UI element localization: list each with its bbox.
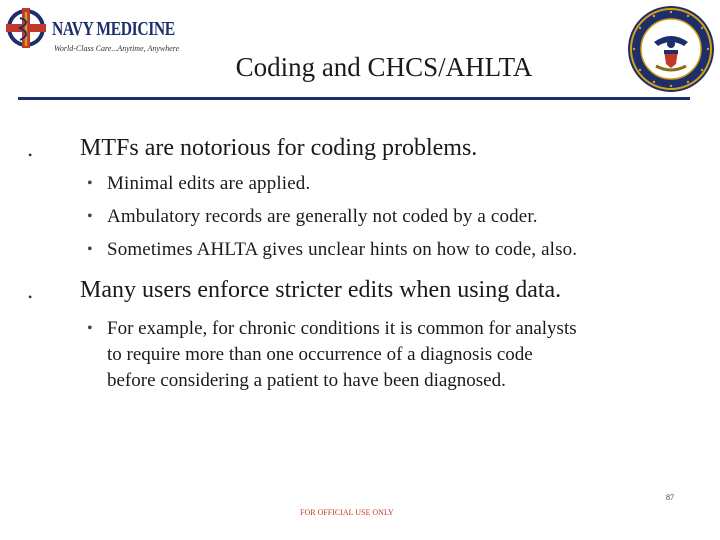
bullet-1-sub-3: Sometimes AHLTA gives unclear hints on how to code, also. [107, 239, 578, 260]
slide-title: Coding and CHCS/AHLTA [235, 52, 533, 82]
navy-medicine-logo [4, 6, 180, 54]
sub-bullet-marker: • [87, 241, 93, 258]
bullet-2-text: Many users enforce stricter edits when using data. [80, 277, 562, 303]
official-use-label: FOR OFFICIAL USE ONLY [300, 508, 394, 517]
bullet-1-text: MTFs are notorious for coding problems. [80, 135, 478, 161]
caduceus-emblem-icon [4, 6, 54, 54]
sub-bullet-marker: • [87, 175, 93, 192]
title-divider [18, 97, 690, 100]
sub-bullet-marker: • [87, 320, 93, 337]
bullet-marker: • [28, 148, 33, 162]
logo-text: NAVY MEDICINE [52, 18, 175, 40]
bullet-1-sub-2: Ambulatory records are generally not coded by a coder. [107, 206, 538, 227]
sub-bullet-marker: • [87, 208, 93, 225]
logo-tagline: World-Class Care...Anytime, Anywhere [54, 44, 180, 53]
bullet-1-sub-1: Minimal edits are applied. [107, 173, 311, 194]
bullet-2-sub-1: For example, for chronic conditions it is common for analysts to require more than one occurrence of a diagnosis code before considering a patient to have been diagnosed. [107, 318, 577, 391]
bullet-marker: • [28, 290, 33, 304]
page-number: 87 [666, 493, 674, 502]
